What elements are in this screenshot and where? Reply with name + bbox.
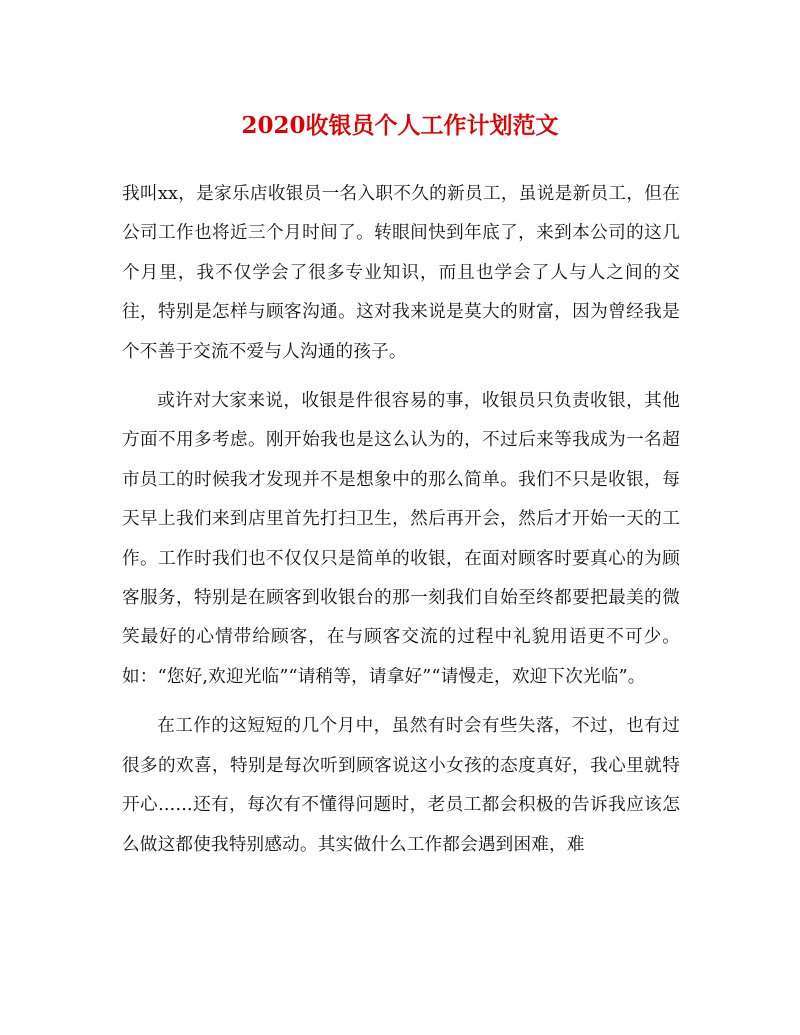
document-title: 2020收银员个人工作计划范文	[241, 112, 559, 139]
paragraph-2: 或许对大家来说，收银是件很容易的事，收银员只负责收银，其他方面不用多考虑。刚开始我也是这么认为的，不过后来等我成为一名超市员工的时候我才发现并不是想象中的那么简单。我们不只是收银，每天早上我们来到店里首先打扫卫生，然后再开会，然后才开始一天的工作。工作时我们也不仅仅只是简单的收银，在面对顾客时要真心的为顾客服务，特别是在顾客到收银台的那一刻我们自始至终都要把最美的微笑最好的心情带给顾客，在与顾客交流的过程中礼貌用语更不可少。如：“您好,欢迎光临”“请稍等，请拿好”“请慢走，欢迎下次光临”。	[122, 391, 680, 687]
paragraph-1: 我叫xx，是家乐店收银员一名入职不久的新员工，虽说是新员工，但在公司工作也将近三个月时间了。转眼间快到年底了，来到本公司的这几个月里，我不仅学会了很多专业知识，而且也学会了人与人之间的交往，特别是怎样与顾客沟通。这对我来说是莫大的财富，因为曾经我是个不善于交流不爱与人沟通的孩子。	[122, 184, 680, 362]
paragraph-3: 在工作的这短短的几个月中，虽然有时会有些失落，不过，也有过很多的欢喜，特别是每次听到顾客说这小女孩的态度真好，我心里就特开心......还有，每次有不懂得问题时，老员工都会积极的告诉我应该怎么做这都使我特别感动。其实做什么工作都会遇到困难，难	[122, 716, 680, 855]
document-body	[122, 175, 680, 875]
